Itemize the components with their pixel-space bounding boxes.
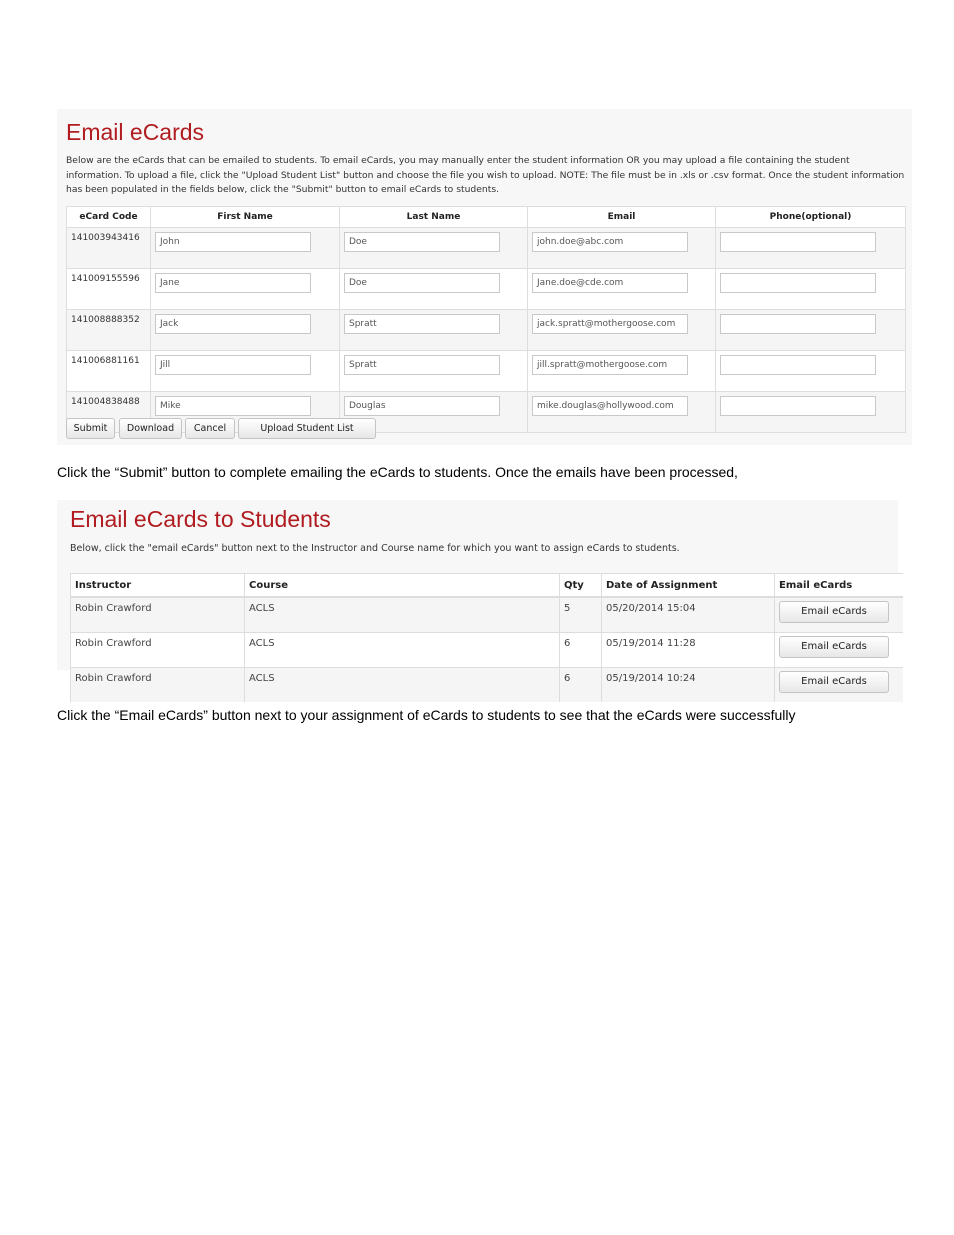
first-name-input[interactable]: Jane xyxy=(155,273,311,293)
email-input[interactable]: Jane.doe@cde.com xyxy=(532,273,688,293)
cancel-button[interactable]: Cancel xyxy=(185,418,235,439)
assignments-table xyxy=(70,573,903,702)
email-ecards-button[interactable]: Email eCards xyxy=(779,601,889,623)
download-button[interactable]: Download xyxy=(119,418,182,439)
email-ecards-to-students-description: Below, click the "email eCards" button next to the Instructor and Course name for which you want to assign eCards to students. xyxy=(70,543,680,554)
last-name-input[interactable]: Spratt xyxy=(344,355,500,375)
course-cell: ACLS xyxy=(245,633,560,668)
table-row xyxy=(71,597,903,633)
email-ecards-description: Below are the eCards that can be emailed to students. To email eCards, you may manually enter the student information OR you may upload a file containing the student information. To upload a file, click the "Upload Student List" button and choose the file you wish to upload. NOTE: The file must be in .xls or .csv format. Once the student information has been populated in the fields below, click the "Submit" button to email eCards to students. xyxy=(66,155,905,195)
phone-input[interactable] xyxy=(720,273,876,293)
table-header-row xyxy=(71,574,903,598)
first-name-input[interactable]: Jill xyxy=(155,355,311,375)
course-cell: ACLS xyxy=(245,597,560,633)
instruction-paragraph-email-ecards: Click the “Email eCards” button next to your assignment of eCards to students to see that the eCards were successfully xyxy=(57,707,796,723)
column-header-email: Email xyxy=(528,207,716,228)
date-cell: 05/20/2014 15:04 xyxy=(602,597,775,633)
qty-cell: 5 xyxy=(560,597,602,633)
column-header-email-ecards: Email eCards xyxy=(775,574,903,598)
email-input[interactable]: mike.douglas@hollywood.com xyxy=(532,396,688,416)
email-ecards-button[interactable]: Email eCards xyxy=(779,636,889,658)
ecard-code: 141008888352 xyxy=(67,310,151,351)
ecard-code: 141006881161 xyxy=(67,351,151,392)
email-input[interactable]: john.doe@abc.com xyxy=(532,232,688,252)
upload-student-list-button[interactable]: Upload Student List xyxy=(238,418,376,439)
last-name-input[interactable]: Doe xyxy=(344,273,500,293)
ecard-code: 141009155596 xyxy=(67,269,151,310)
last-name-input[interactable]: Doe xyxy=(344,232,500,252)
email-ecards-button[interactable]: Email eCards xyxy=(779,671,889,693)
column-header-date: Date of Assignment xyxy=(602,574,775,598)
date-cell: 05/19/2014 11:28 xyxy=(602,633,775,668)
table-row xyxy=(67,310,906,351)
table-header-row xyxy=(67,207,906,228)
ecards-table xyxy=(66,206,906,433)
email-input[interactable]: jill.spratt@mothergoose.com xyxy=(532,355,688,375)
table-row xyxy=(71,668,903,703)
email-ecards-to-students-screenshot xyxy=(57,500,898,687)
submit-button[interactable]: Submit xyxy=(66,418,115,439)
first-name-input[interactable]: John xyxy=(155,232,311,252)
phone-input[interactable] xyxy=(720,355,876,375)
instructor-cell: Robin Crawford xyxy=(71,597,245,633)
instructor-cell: Robin Crawford xyxy=(71,633,245,668)
qty-cell: 6 xyxy=(560,668,602,703)
phone-input[interactable] xyxy=(720,232,876,252)
last-name-input[interactable]: Spratt xyxy=(344,314,500,334)
email-ecards-to-students-title: Email eCards to Students xyxy=(70,506,331,532)
column-header-first-name: First Name xyxy=(151,207,340,228)
instructor-cell: Robin Crawford xyxy=(71,668,245,703)
ecard-code: 141003943416 xyxy=(67,228,151,269)
table-row xyxy=(67,269,906,310)
course-cell: ACLS xyxy=(245,668,560,703)
column-header-phone: Phone(optional) xyxy=(716,207,906,228)
qty-cell: 6 xyxy=(560,633,602,668)
instruction-paragraph-submit: Click the “Submit” button to complete emailing the eCards to students. Once the emails have been processed, xyxy=(57,464,738,480)
column-header-ecard-code: eCard Code xyxy=(67,207,151,228)
column-header-last-name: Last Name xyxy=(340,207,528,228)
table-row xyxy=(71,633,903,668)
column-header-qty: Qty xyxy=(560,574,602,598)
table-row xyxy=(67,351,906,392)
date-cell: 05/19/2014 10:24 xyxy=(602,668,775,703)
ecard-code: 141004838488 xyxy=(67,392,151,433)
first-name-input[interactable]: Jack xyxy=(155,314,311,334)
email-ecards-screenshot xyxy=(57,109,912,445)
last-name-input[interactable]: Douglas xyxy=(344,396,500,416)
first-name-input[interactable]: Mike xyxy=(155,396,311,416)
email-input[interactable]: jack.spratt@mothergoose.com xyxy=(532,314,688,334)
table-row xyxy=(67,228,906,269)
column-header-instructor: Instructor xyxy=(71,574,245,598)
column-header-course: Course xyxy=(245,574,560,598)
phone-input[interactable] xyxy=(720,314,876,334)
email-ecards-title: Email eCards xyxy=(66,119,205,145)
phone-input[interactable] xyxy=(720,396,876,416)
